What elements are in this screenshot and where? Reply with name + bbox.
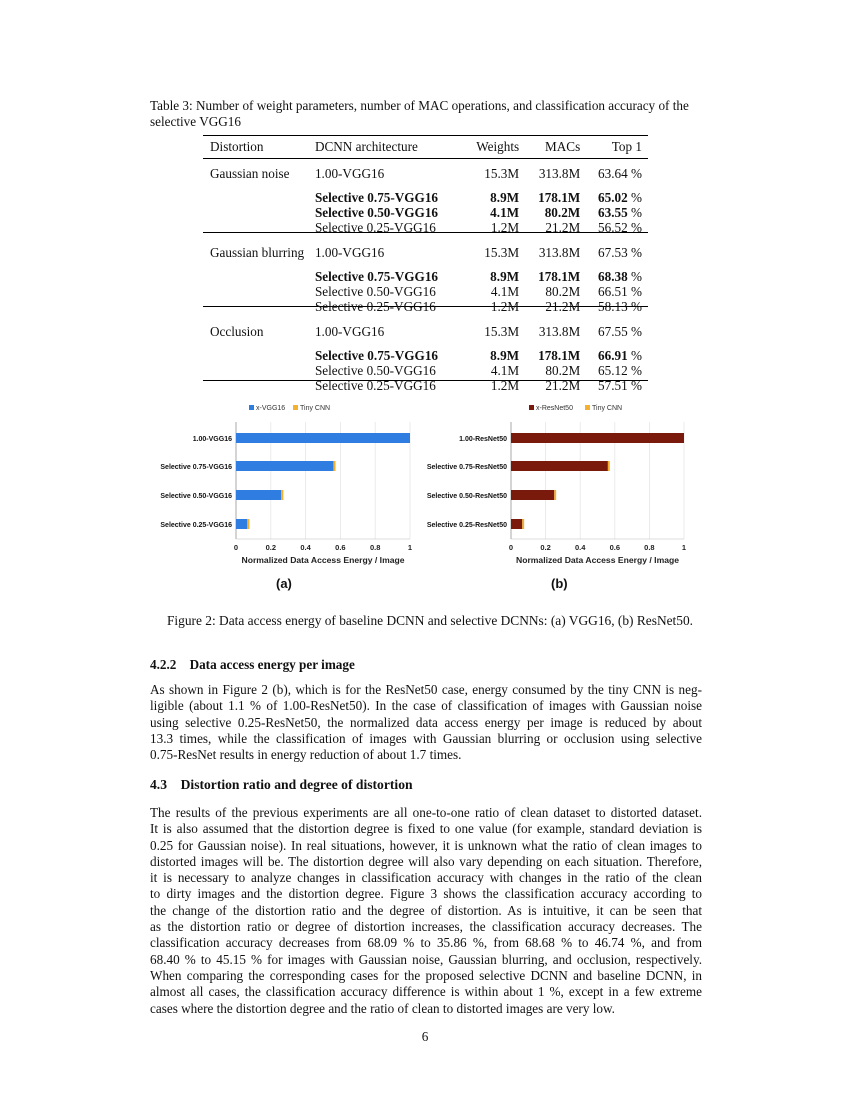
cell-distortion bbox=[203, 220, 315, 240]
top1-percent: % bbox=[627, 378, 642, 393]
table-header-row bbox=[203, 136, 648, 161]
table-row bbox=[203, 205, 648, 220]
cell-top1 bbox=[580, 190, 648, 205]
table-row bbox=[203, 190, 648, 205]
cell-top1 bbox=[580, 161, 648, 190]
top1-percent: % bbox=[627, 299, 642, 314]
text-line: almost all cases, the classification accuracy difference is within about 1 %, except in a few extreme bbox=[150, 984, 702, 1000]
top1-value: 66.91 bbox=[598, 348, 628, 363]
bar-segment bbox=[333, 461, 335, 471]
legend-swatch bbox=[249, 405, 254, 410]
x-tick-label: 0.6 bbox=[609, 543, 621, 552]
section-422-number: 4.2.2 bbox=[150, 657, 177, 672]
x-tick-label: 0.2 bbox=[265, 543, 277, 552]
cell-distortion bbox=[203, 378, 315, 398]
header-weights: Weights bbox=[476, 139, 520, 154]
cell-architecture: Selective 0.50-VGG16 bbox=[314, 205, 439, 220]
cell-macs: 80.2M bbox=[545, 363, 581, 378]
legend-label: Tiny CNN bbox=[592, 405, 623, 412]
cell-macs: 313.8M bbox=[538, 166, 581, 181]
cell-macs: 21.2M bbox=[545, 220, 581, 235]
top1-value: 63.55 bbox=[598, 205, 628, 220]
cell-distortion bbox=[203, 348, 315, 363]
legend-swatch bbox=[529, 405, 534, 410]
chart-resnet50 bbox=[427, 405, 686, 565]
text-line: 13.3 times, while the classification of images with Gaussian blurring or occlusion using selective bbox=[150, 730, 702, 746]
cell-weights: 4.1M bbox=[490, 284, 520, 299]
text-line: The results of the previous experiments are all one-to-one ratio of clean dataset to distorted dataset. bbox=[150, 805, 702, 820]
page-number: 6 bbox=[421, 1029, 429, 1044]
cell-top1 bbox=[580, 205, 648, 220]
top1-value: 57.51 bbox=[598, 378, 628, 393]
cell-weights: 15.3M bbox=[484, 324, 520, 339]
cell-weights: 8.9M bbox=[490, 269, 520, 284]
cell-weights: 4.1M bbox=[490, 205, 520, 220]
cell-weights: 8.9M bbox=[490, 190, 520, 205]
figure-2 bbox=[150, 398, 710, 608]
legend-label: x-VGG16 bbox=[256, 405, 286, 412]
text-line: It is also assumed that the distortion degree is fixed to one value (for example, standard deviation is bbox=[150, 821, 702, 837]
header-macs: MACs bbox=[545, 139, 581, 154]
cell-macs: 80.2M bbox=[545, 284, 581, 299]
text-line: to dirty images and the distortion degree. Figure 3 shows the classification accuracy according to bbox=[150, 886, 702, 902]
cell-top1 bbox=[580, 299, 648, 319]
cell-architecture: 1.00-VGG16 bbox=[314, 324, 385, 339]
chart-vgg16 bbox=[160, 405, 412, 565]
top1-value: 58.13 bbox=[598, 299, 628, 314]
panel-label-b: (b) bbox=[551, 576, 568, 591]
text-line: When comparing the corresponding cases for the proposed selective DCNN and baseline DCNN, in bbox=[150, 967, 702, 983]
category-label: Selective 0.75-VGG16 bbox=[160, 464, 232, 471]
bar-segment bbox=[511, 433, 684, 443]
table-row bbox=[203, 220, 648, 240]
top1-percent: % bbox=[627, 245, 642, 260]
top1-value: 65.02 bbox=[598, 190, 628, 205]
cell-macs: 21.2M bbox=[545, 378, 581, 393]
x-tick-label: 0.4 bbox=[300, 543, 311, 552]
top1-value: 66.51 bbox=[598, 284, 628, 299]
section-43-paragraph bbox=[150, 805, 702, 1017]
x-tick-label: 0.8 bbox=[369, 543, 381, 552]
cell-weights: 15.3M bbox=[484, 166, 520, 181]
cell-weights: 1.2M bbox=[490, 299, 520, 314]
table-row bbox=[203, 269, 648, 284]
table-row bbox=[203, 240, 648, 269]
text-line: 68.40 % to 45.15 % for images with Gaussian noise, Gaussian blurring, and occlusion, respectively. bbox=[150, 951, 702, 967]
cell-weights: 4.1M bbox=[490, 363, 520, 378]
x-tick-label: 1 bbox=[407, 543, 413, 552]
text-line: using selective 0.25-ResNet50, the normalized data access energy per image is reduced by about bbox=[150, 714, 702, 730]
cell-weights: 1.2M bbox=[490, 378, 520, 393]
table-row bbox=[203, 378, 648, 398]
bar-segment bbox=[554, 490, 556, 500]
bar-segment bbox=[511, 461, 608, 471]
bar-segment bbox=[236, 490, 281, 500]
cell-top1 bbox=[580, 269, 648, 284]
section-43-heading bbox=[150, 777, 413, 793]
cell-architecture: Selective 0.50-VGG16 bbox=[314, 363, 436, 378]
cell-top1 bbox=[580, 378, 648, 398]
cell-distortion bbox=[203, 284, 315, 299]
cell-architecture: Selective 0.25-VGG16 bbox=[314, 378, 436, 393]
table-caption: Table 3: Number of weight parameters, number of MAC operations, and classification accuracy of the selective VGG16 bbox=[150, 98, 689, 129]
x-tick-label: 0 bbox=[233, 543, 239, 552]
text-line: the change of the distortion ratio and the degree of distortion. As is intuitive, it can be seen that bbox=[150, 902, 702, 918]
category-label: 1.00-VGG16 bbox=[192, 436, 232, 443]
cell-architecture: Selective 0.75-VGG16 bbox=[314, 348, 439, 363]
x-axis-label: Normalized Data Access Energy / Image bbox=[241, 555, 405, 565]
top1-percent: % bbox=[627, 284, 642, 299]
section-43-title: Distortion ratio and degree of distortion bbox=[180, 777, 413, 792]
top1-percent: % bbox=[627, 269, 642, 284]
header-architecture: DCNN architecture bbox=[314, 139, 418, 154]
section-43-number: 4.3 bbox=[150, 777, 167, 792]
text-line: ligible (about 1.1 % of 1.00-ResNet50). In the case of classification of images with Gaussian noise bbox=[150, 698, 702, 714]
x-tick-label: 0.8 bbox=[644, 543, 655, 552]
legend-label: Tiny CNN bbox=[300, 405, 331, 412]
category-label: Selective 0.75-ResNet50 bbox=[426, 464, 507, 471]
cell-top1 bbox=[580, 240, 648, 269]
bar-segment bbox=[247, 519, 249, 529]
legend-swatch bbox=[293, 405, 298, 410]
cell-distortion: Gaussian noise bbox=[210, 166, 290, 181]
table-row bbox=[203, 319, 648, 348]
results-table bbox=[203, 136, 648, 398]
x-tick-label: 0.2 bbox=[540, 543, 551, 552]
category-label: Selective 0.25-ResNet50 bbox=[426, 522, 507, 529]
text-line: cases where the distortion degree and the ratio of clean to distorted images are very low. bbox=[150, 1000, 615, 1016]
top1-percent: % bbox=[627, 348, 642, 363]
cell-architecture: Selective 0.75-VGG16 bbox=[314, 269, 439, 284]
table-row bbox=[203, 299, 648, 319]
category-label: 1.00-ResNet50 bbox=[459, 436, 507, 443]
cell-architecture: Selective 0.50-VGG16 bbox=[314, 284, 436, 299]
table-row bbox=[203, 363, 648, 378]
top1-percent: % bbox=[627, 324, 642, 339]
table-row bbox=[203, 284, 648, 299]
cell-weights: 15.3M bbox=[484, 245, 520, 260]
top1-value: 63.64 bbox=[598, 166, 628, 181]
cell-distortion: Occlusion bbox=[210, 324, 264, 339]
header-top1: Top 1 bbox=[611, 139, 642, 154]
header-distortion: Distortion bbox=[210, 139, 264, 154]
cell-macs: 178.1M bbox=[538, 269, 581, 284]
cell-distortion bbox=[203, 363, 315, 378]
top1-percent: % bbox=[627, 190, 642, 205]
legend-swatch bbox=[585, 405, 590, 410]
top1-percent: % bbox=[627, 166, 642, 181]
cell-distortion bbox=[203, 269, 315, 284]
cell-distortion bbox=[203, 299, 315, 319]
cell-macs: 178.1M bbox=[538, 348, 581, 363]
x-tick-label: 0.6 bbox=[335, 543, 346, 552]
x-axis-label: Normalized Data Access Energy / Image bbox=[515, 555, 680, 565]
table-row bbox=[203, 161, 648, 190]
bar-segment bbox=[608, 461, 610, 471]
text-line: 0.25 for Gaussian noise). In real situations, however, it is unknown what the ratio of clean images to bbox=[150, 837, 702, 853]
cell-macs: 178.1M bbox=[538, 190, 581, 205]
cell-architecture: 1.00-VGG16 bbox=[314, 166, 385, 181]
bar-segment bbox=[236, 519, 247, 529]
x-tick-label: 0.4 bbox=[574, 543, 586, 552]
cell-architecture: Selective 0.25-VGG16 bbox=[314, 220, 436, 235]
section-422-heading bbox=[150, 657, 355, 673]
text-line: as the distortion ratio or degree of distortion increases, the classification accuracy decreases. The bbox=[150, 919, 702, 935]
cell-top1 bbox=[580, 319, 648, 348]
top1-value: 67.53 bbox=[598, 245, 628, 260]
legend-label: x-ResNet50 bbox=[536, 405, 573, 412]
cell-architecture: Selective 0.75-VGG16 bbox=[314, 190, 439, 205]
text-line: As shown in Figure 2 (b), which is for the ResNet50 case, energy consumed by the tiny CNN is neg- bbox=[150, 682, 702, 697]
cell-architecture: 1.00-VGG16 bbox=[314, 245, 385, 260]
section-422-title: Data access energy per image bbox=[189, 657, 355, 672]
section-422-paragraph bbox=[150, 682, 702, 763]
top1-percent: % bbox=[627, 220, 642, 235]
cell-macs: 80.2M bbox=[544, 205, 581, 220]
cell-top1 bbox=[580, 348, 648, 363]
top1-value: 68.38 bbox=[598, 269, 628, 284]
bar-segment bbox=[236, 461, 333, 471]
cell-macs: 313.8M bbox=[538, 324, 581, 339]
cell-top1 bbox=[580, 220, 648, 240]
cell-distortion: Gaussian blurring bbox=[210, 245, 305, 260]
cell-macs: 313.8M bbox=[538, 245, 581, 260]
top1-value: 67.55 bbox=[598, 324, 628, 339]
text-line: 0.75-ResNet results in energy reduction of about 1.7 times. bbox=[150, 747, 462, 763]
figure-caption: Figure 2: Data access energy of baseline DCNN and selective DCNNs: (a) VGG16, (b) ResNet50. bbox=[166, 613, 694, 628]
x-tick-label: 0 bbox=[508, 543, 514, 552]
category-label: Selective 0.50-ResNet50 bbox=[426, 493, 507, 500]
x-tick-label: 1 bbox=[681, 543, 687, 552]
cell-weights: 1.2M bbox=[490, 220, 520, 235]
top1-percent: % bbox=[627, 363, 642, 378]
category-label: Selective 0.25-VGG16 bbox=[160, 522, 232, 529]
bar-segment bbox=[236, 433, 410, 443]
bar-segment bbox=[522, 519, 524, 529]
cell-top1 bbox=[580, 363, 648, 378]
panel-label-a: (a) bbox=[276, 576, 292, 591]
cell-weights: 8.9M bbox=[490, 348, 520, 363]
top1-percent: % bbox=[627, 205, 642, 220]
text-line: it is necessary to analyze changes in classification accuracy with changes in the ratio of the clean bbox=[150, 870, 702, 886]
top1-value: 56.52 bbox=[598, 220, 628, 235]
cell-architecture: Selective 0.25-VGG16 bbox=[314, 299, 436, 314]
text-line: classification accuracy decreases from 68.09 % to 35.86 %, from 68.68 % to 46.74 %, and from bbox=[150, 935, 702, 951]
bar-segment bbox=[281, 490, 283, 500]
cell-distortion bbox=[203, 190, 315, 205]
table-row bbox=[203, 348, 648, 363]
bar-segment bbox=[511, 490, 554, 500]
cell-macs: 21.2M bbox=[545, 299, 581, 314]
bar-segment bbox=[511, 519, 522, 529]
cell-distortion bbox=[203, 205, 315, 220]
top1-value: 65.12 bbox=[598, 363, 628, 378]
category-label: Selective 0.50-VGG16 bbox=[160, 493, 232, 500]
text-line: distorted images will be. The distortion degree will also vary depending on each situation. Therefore, bbox=[150, 853, 702, 869]
cell-top1 bbox=[580, 284, 648, 299]
